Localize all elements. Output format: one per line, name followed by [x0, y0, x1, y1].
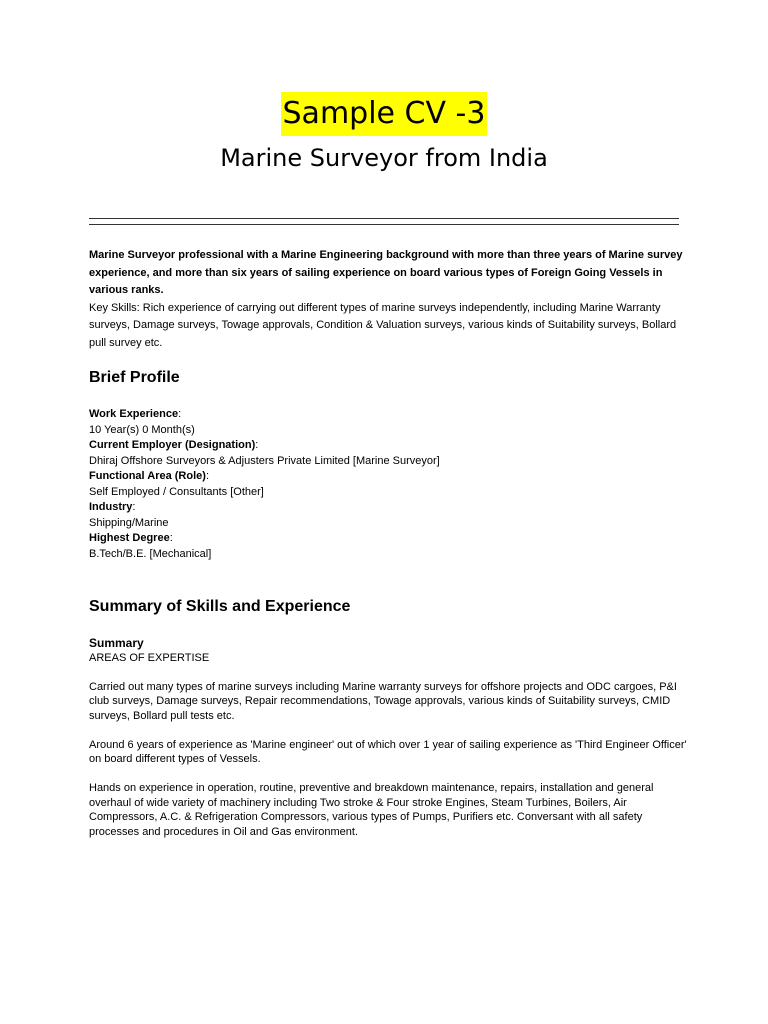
profile-label: Work Experience — [89, 408, 179, 420]
summary-paragraph: Hands on experience in operation, routine, preventive and breakdown maintenance, repairs, installation and general overhaul of wide variety of machinery including Two stroke & Four stroke Engines, Steam Turbines, Boilers, Air Compressors, A.C. & Refrigeration Compressors, various types of Pumps, Purifiers etc. Conversant with all safety processes and procedures in Oil and Gas environment. — [89, 782, 654, 838]
title-block — [0, 92, 768, 136]
brief-profile-heading: Brief Profile — [89, 369, 180, 386]
profile-label: Industry — [89, 501, 133, 513]
profile-value: Shipping/Marine — [89, 516, 169, 529]
areas-of-expertise: AREAS OF EXPERTISE — [89, 651, 210, 664]
profile-label: Highest Degree — [89, 532, 170, 544]
page-title: Sample CV -3 — [281, 92, 488, 136]
intro-section — [89, 247, 689, 352]
profile-item: Current Employer (Designation): Dhiraj Offshore Surveyors & Adjusters Private Limited [Marine Surveyor] — [89, 438, 689, 469]
brief-profile-list — [89, 407, 689, 562]
profile-item: Industry: Shipping/Marine — [89, 500, 689, 531]
profile-value: Dhiraj Offshore Surveyors & Adjusters Private Limited [Marine Surveyor] — [89, 454, 440, 467]
summary-heading: Summary — [89, 636, 144, 650]
summary-paragraph: Around 6 years of experience as 'Marine engineer' out of which over 1 year of sailing experience as 'Third Engineer Officer' on board different types of Vessels. — [89, 738, 687, 765]
skills-heading: Summary of Skills and Experience — [89, 598, 351, 615]
profile-item: Functional Area (Role): Self Employed / Consultants [Other] — [89, 469, 689, 500]
intro-summary: Marine Surveyor professional with a Marine Engineering background with more than three years of Marine survey experience, and more than six years of sailing experience on board various types of Foreign Going Vessels in various ranks. — [89, 249, 683, 296]
profile-value: B.Tech/B.E. [Mechanical] — [89, 547, 212, 560]
summary-paragraph: Carried out many types of marine surveys including Marine warranty surveys for offshore projects and ODC cargoes, P&I club surveys, Damage surveys, Repair recommendations, Towage approvals, various kinds of Suitability surveys, CMID surveys, Bollard pull tests etc. — [89, 680, 677, 722]
profile-label: Functional Area (Role) — [89, 470, 206, 482]
profile-item: Work Experience: 10 Year(s) 0 Month(s) — [89, 407, 689, 438]
summary-section — [89, 636, 689, 854]
double-divider — [89, 218, 679, 225]
profile-value: 10 Year(s) 0 Month(s) — [89, 423, 195, 436]
profile-label: Current Employer (Designation) — [89, 439, 256, 451]
key-skills-text: Key Skills: Rich experience of carrying out different types of marine surveys independently, including Marine Warranty surveys, Damage surveys, Towage approvals, Condition & Valuation surveys, various kinds of Suitability surveys, Bollard pull survey etc. — [89, 301, 677, 349]
page-subtitle: Marine Surveyor from India — [220, 144, 548, 172]
profile-value: Self Employed / Consultants [Other] — [89, 485, 264, 498]
profile-item: Highest Degree: B.Tech/B.E. [Mechanical] — [89, 531, 689, 562]
